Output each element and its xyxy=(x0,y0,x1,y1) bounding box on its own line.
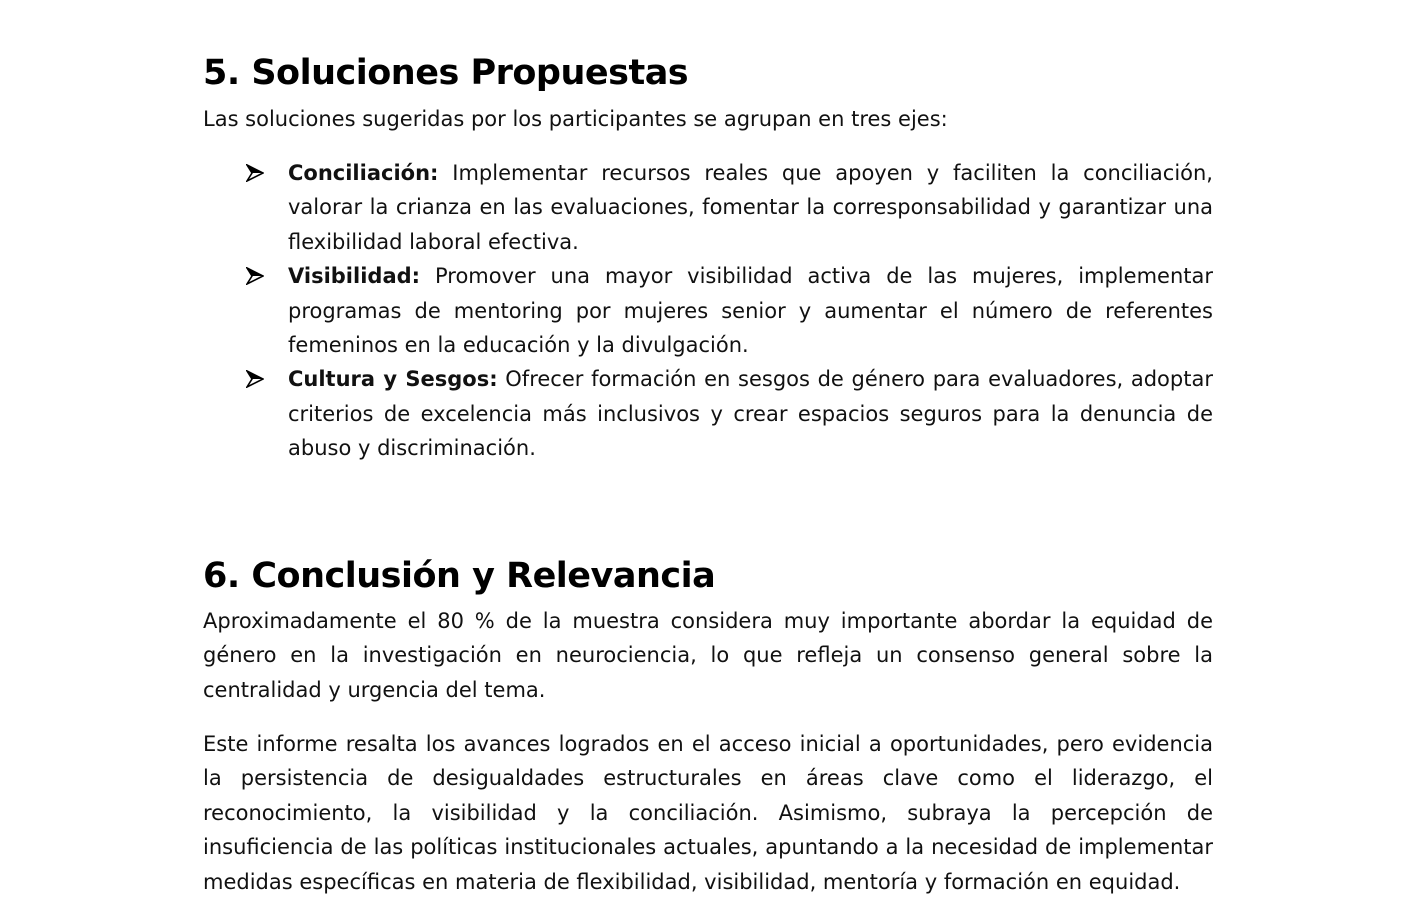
list-item-text: Implementar recursos reales que apoyen y faciliten la conciliación, valorar la crianza en las evaluaciones, fomentar la corresponsabilidad y garantizar una flexibilidad laboral efectiva. xyxy=(288,161,1213,254)
list-item-term: Conciliación: xyxy=(288,161,439,185)
list-item xyxy=(203,362,1213,465)
arrowhead-bullet-icon xyxy=(246,156,266,190)
section-5-heading: 5. Soluciones Propuestas xyxy=(203,53,689,93)
arrowhead-bullet-icon xyxy=(246,362,266,396)
conclusion-paragraph-1: Aproximadamente el 80 % de la muestra considera muy importante abordar la equidad de género en la investigación en neurociencia, lo que refleja un consenso general sobre la centralidad y urgencia del tema. xyxy=(203,609,1213,702)
section-5-intro: Las soluciones sugeridas por los participantes se agrupan en tres ejes: xyxy=(203,107,948,131)
list-item xyxy=(203,156,1213,259)
list-item-term: Visibilidad: xyxy=(288,264,421,289)
section-6-heading: 6. Conclusión y Relevancia xyxy=(203,556,716,596)
list-item xyxy=(203,259,1213,362)
list-item-text: Promover una mayor visibilidad activa de las mujeres, implementar programas de mentoring por mujeres senior y aumentar el número de referentes femeninos en la educación y la divulgación. xyxy=(288,264,1213,358)
list-item-text: Ofrecer formación en sesgos de género para evaluadores, adoptar criterios de excelencia más inclusivos y crear espacios seguros para la denuncia de abuso y discriminación. xyxy=(288,367,1213,461)
arrowhead-bullet-icon xyxy=(246,259,266,293)
conclusion-paragraph-2: Este informe resalta los avances logrados en el acceso inicial a oportunidades, pero evidencia la persistencia de desigualdades estructurales en áreas clave como el liderazgo, el reconocimiento, la visibilidad y la conciliación. Asimismo, subraya la percepción de insuficiencia de las políticas institucionales actuales, apuntando a la necesidad de implementar medidas específicas en materia de flexibilidad, visibilidad, mentoría y formación en equidad. xyxy=(203,732,1213,894)
solutions-list xyxy=(203,156,1213,466)
list-item-term: Cultura y Sesgos: xyxy=(288,367,498,392)
